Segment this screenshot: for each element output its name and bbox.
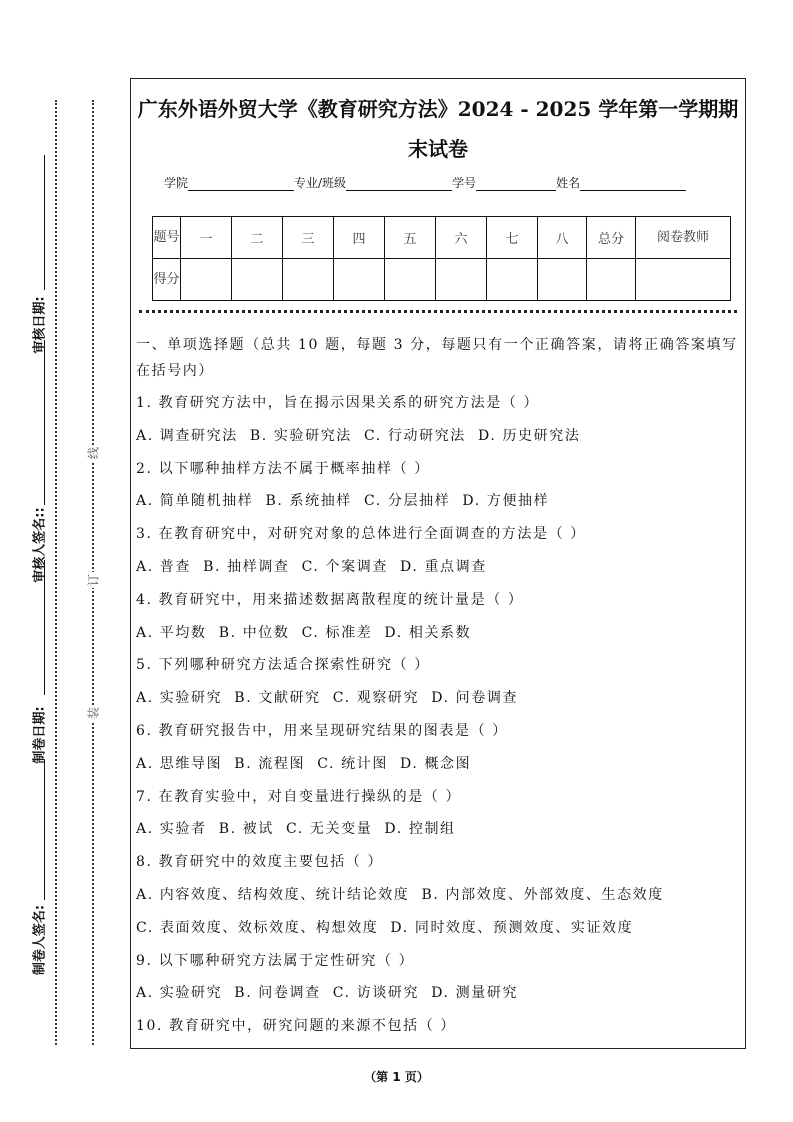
question-item: 9. 以下哪种研究方法属于定性研究（ ） — [136, 952, 415, 969]
score-table-header: 题号 — [153, 217, 181, 259]
student-id-field[interactable] — [476, 178, 556, 191]
answer-options: A. 调查研究法 B. 实验研究法 C. 行动研究法 D. 历史研究法 — [136, 427, 581, 444]
score-table-header: 七 — [487, 217, 538, 259]
answer-options: C. 表面效度、效标效度、构想效度 D. 同时效度、预测效度、实证效度 — [136, 919, 634, 936]
question-item: 6. 教育研究报告中，用来呈现研究结果的图表是（ ） — [136, 722, 508, 739]
score-table-header: 五 — [385, 217, 436, 259]
maker-sign-label: 制卷人签名: — [32, 904, 48, 976]
binding-mark: 线 — [86, 446, 101, 460]
score-row-label: 得分 — [153, 259, 181, 301]
score-table-header: 一 — [181, 217, 232, 259]
exam-title-line2: 末试卷 — [408, 137, 468, 161]
score-table-header: 四 — [334, 217, 385, 259]
exam-title — [131, 89, 745, 169]
score-table-header: 二 — [232, 217, 283, 259]
answer-options: A. 实验研究 B. 问卷调查 C. 访谈研究 D. 测量研究 — [136, 985, 519, 1002]
question-item: 2. 以下哪种抽样方法不属于概率抽样（ ） — [136, 460, 430, 477]
student-id-label: 学号 — [452, 176, 477, 190]
name-label: 姓名 — [556, 176, 581, 190]
make-date-label: 制卷日期: — [32, 706, 48, 764]
dotted-divider — [139, 310, 737, 313]
score-cell[interactable] — [385, 259, 436, 301]
reviewer-sign-label: 审核人签名:: — [32, 507, 48, 583]
score-cell[interactable] — [538, 259, 587, 301]
question-item: 5. 下列哪种研究方法适合探索性研究（ ） — [136, 657, 430, 674]
reviewer-sign-line — [44, 340, 45, 505]
score-cell[interactable] — [636, 259, 731, 301]
question-section — [136, 332, 741, 1043]
exam-title-line1: 广东外语外贸大学《教育研究方法》2024 - 2025 学年第一学期期 — [137, 97, 739, 121]
question-item: 7. 在教育实验中，对自变量进行操纵的是（ ） — [136, 788, 462, 805]
answer-options: A. 实验研究 B. 文献研究 C. 观察研究 D. 问卷调查 — [136, 690, 519, 707]
score-table-header: 六 — [436, 217, 487, 259]
question-item: 8. 教育研究中的效度主要包括（ ） — [136, 854, 384, 871]
question-item: 4. 教育研究中，用来描述数据离散程度的统计量是（ ） — [136, 591, 524, 608]
score-cell[interactable] — [283, 259, 334, 301]
score-table-header: 八 — [538, 217, 587, 259]
score-cell[interactable] — [232, 259, 283, 301]
answer-options: A. 普查 B. 抽样调查 C. 个案调查 D. 重点调查 — [136, 558, 487, 575]
dotted-margin-line — [55, 100, 57, 1045]
major-field[interactable] — [346, 178, 452, 191]
answer-options: A. 内容效度、结构效度、统计结论效度 B. 内部效度、外部效度、生态效度 — [136, 886, 664, 903]
answer-options: A. 思维导图 B. 流程图 C. 统计图 D. 概念图 — [136, 755, 472, 772]
question-item: 1. 教育研究方法中，旨在揭示因果关系的研究方法是（ ） — [136, 395, 540, 411]
college-field[interactable] — [188, 178, 294, 191]
question-item: 10. 教育研究中，研究问题的来源不包括（ ） — [136, 1018, 456, 1035]
binding-mark: 装 — [86, 706, 101, 720]
question-item: 3. 在教育研究中，对研究对象的总体进行全面调查的方法是（ ） — [136, 526, 586, 543]
name-field[interactable] — [580, 178, 686, 191]
exam-content-box — [130, 78, 746, 1049]
answer-options: A. 实验者 B. 被试 C. 无关变量 D. 控制组 — [136, 821, 456, 838]
answer-options: A. 简单随机抽样 B. 系统抽样 C. 分层抽样 D. 方便抽样 — [136, 493, 550, 510]
college-label: 学院 — [164, 176, 189, 190]
maker-sign-line — [44, 760, 45, 900]
score-cell[interactable] — [436, 259, 487, 301]
review-date-label: 审核日期: — [32, 296, 48, 354]
student-info-row — [164, 174, 686, 191]
score-cell[interactable] — [587, 259, 636, 301]
review-date-line — [44, 155, 45, 290]
score-cell[interactable] — [487, 259, 538, 301]
score-cell[interactable] — [334, 259, 385, 301]
binding-mark: 订 — [86, 573, 101, 587]
answer-options: A. 平均数 B. 中位数 C. 标准差 D. 相关系数 — [136, 624, 472, 641]
major-label: 专业/班级 — [294, 176, 347, 190]
section-heading: 一、单项选择题（总共 10 题，每题 3 分，每题只有一个正确答案，请将正确答案填写在括号内） — [136, 337, 738, 379]
score-table-header: 三 — [283, 217, 334, 259]
score-cell[interactable] — [181, 259, 232, 301]
score-table-header: 阅卷教师 — [636, 217, 731, 259]
score-table — [152, 216, 731, 301]
score-table-header: 总分 — [587, 217, 636, 259]
page-number: （第 1 页） — [364, 1070, 429, 1084]
